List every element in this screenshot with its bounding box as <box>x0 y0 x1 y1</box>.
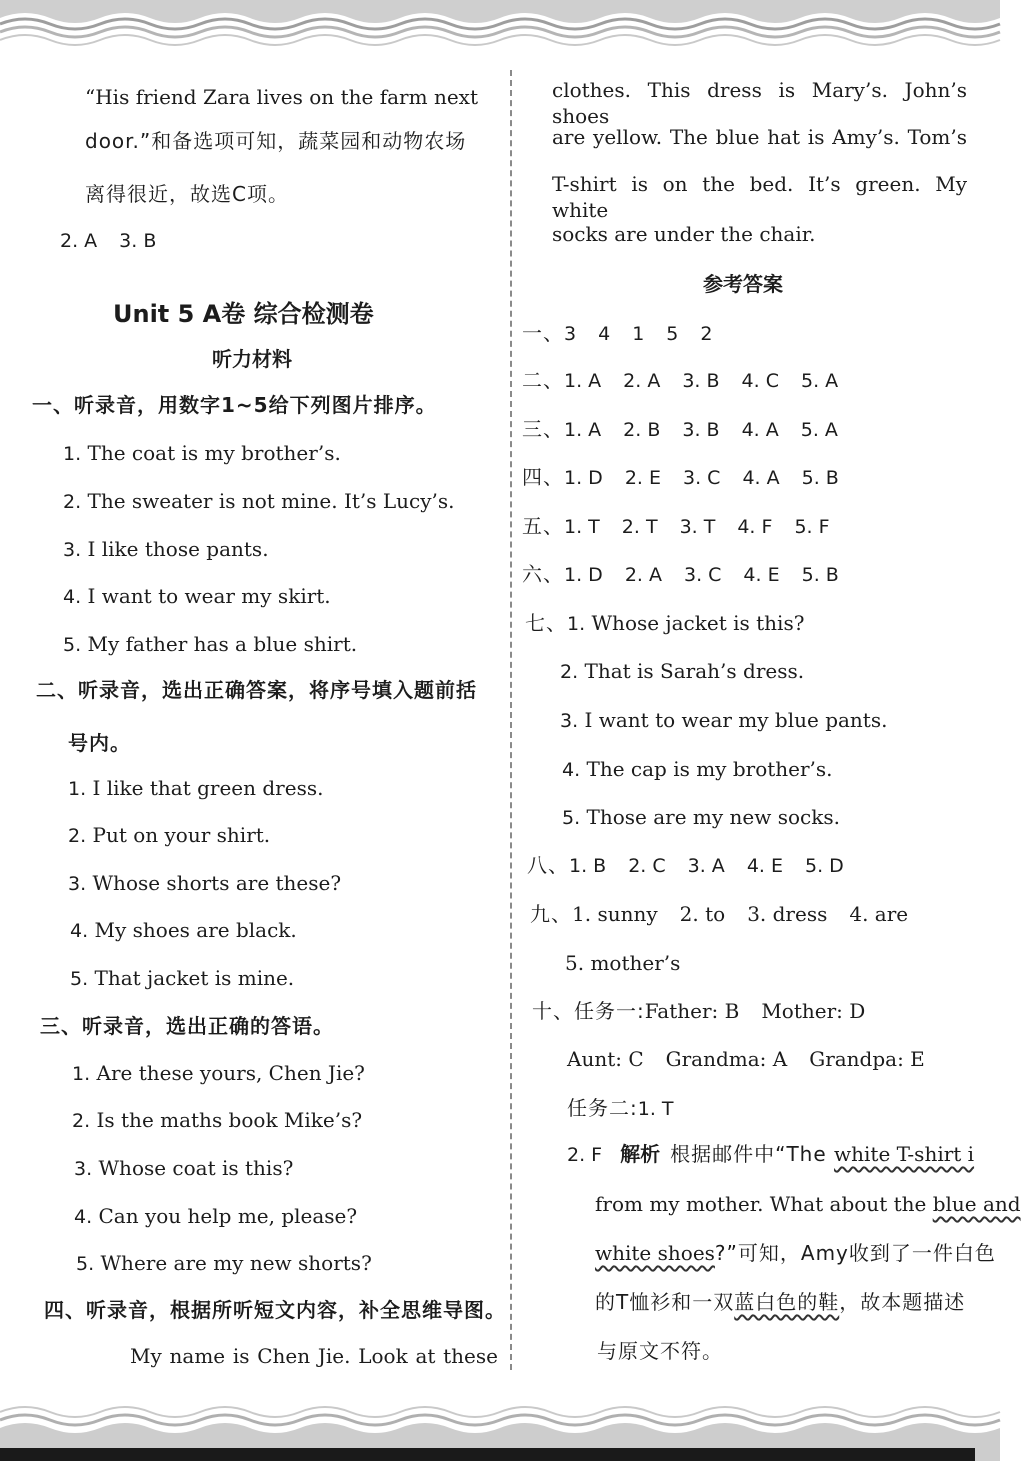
prev-answer-3: 3. B <box>119 230 157 252</box>
answer-row-7-5: 5. Those are my new socks. <box>562 805 840 829</box>
answer-row-7-1: 七、1. Whose jacket is this? <box>525 611 805 635</box>
list-item: 2. Is the maths book Mike’s? <box>72 1108 363 1132</box>
answer-row-10-task2: 任务二:1. T <box>567 1096 674 1120</box>
list-item: 3. Whose coat is this? <box>74 1156 294 1180</box>
passage-line-1: clothes. This dress is Mary’s. John’s shoes <box>552 78 967 128</box>
listening-heading: 听力材料 <box>212 347 292 371</box>
answer-row-7-4: 4. The cap is my brother’s. <box>562 757 833 781</box>
answer-row-7-3: 3. I want to wear my blue pants. <box>560 708 888 732</box>
list-item: 4. My shoes are black. <box>70 918 297 942</box>
section-4-heading: 四、听录音，根据所听短文内容，补全思维导图。 <box>44 1298 506 1322</box>
prev-answers <box>60 228 156 254</box>
answer-row-2: 二、1. A 2. A 3. B 4. C 5. A <box>522 368 839 392</box>
list-item: 3. Whose shorts are these? <box>68 871 342 895</box>
top-wave-border <box>0 0 975 60</box>
passage-line-3: T-shirt is on the bed. It’s green. My white <box>552 172 967 222</box>
answer-row-1: 一、3 4 1 5 2 <box>522 321 713 345</box>
explanation-line-2: from my mother. What about the blue and <box>595 1192 1021 1216</box>
answer-row-10-task1-cont: Aunt: C Grandma: A Grandpa: E <box>567 1047 925 1071</box>
answer-row-8: 八、1. B 2. C 3. A 4. E 5. D <box>527 853 844 877</box>
bottom-wave-border <box>0 1396 975 1461</box>
explanation-line-1: 2. F 解析 根据邮件中“The white T-shirt i <box>567 1142 975 1166</box>
column-divider <box>510 70 512 1370</box>
section-2-heading-cont: 号内。 <box>68 731 131 755</box>
list-item: 2. The sweater is not mine. It’s Lucy’s. <box>63 489 455 513</box>
answer-row-4: 四、1. D 2. E 3. C 4. A 5. B <box>522 465 839 489</box>
prev-explanation-line-2: door.”和备选项可知，蔬菜园和动物农场 <box>85 129 467 153</box>
passage-start: My name is Chen Jie. Look at these <box>130 1344 498 1368</box>
list-item: 5. Where are my new shorts? <box>76 1251 372 1275</box>
list-item: 2. Put on your shirt. <box>68 823 271 847</box>
list-item: 5. That jacket is mine. <box>70 966 295 990</box>
list-item: 3. I like those pants. <box>63 537 269 561</box>
answer-row-6: 六、1. D 2. A 3. C 4. E 5. B <box>522 562 839 586</box>
prev-answer-2: 2. A <box>60 230 98 252</box>
passage-line-2: are yellow. The blue hat is Amy’s. Tom’s <box>552 125 967 149</box>
answer-row-7-2: 2. That is Sarah’s dress. <box>560 659 805 683</box>
passage-line-4: socks are under the chair. <box>552 222 816 246</box>
answer-row-5: 五、1. T 2. T 3. T 4. F 5. F <box>522 514 830 538</box>
answers-heading: 参考答案 <box>703 272 783 296</box>
section-1-heading: 一、听录音，用数字1~5给下列图片排序。 <box>32 393 437 417</box>
answer-row-3: 三、1. A 2. B 3. B 4. A 5. A <box>522 417 838 441</box>
list-item: 1. Are these yours, Chen Jie? <box>72 1061 365 1085</box>
section-2-heading: 二、听录音，选出正确答案，将序号填入题前括 <box>36 678 477 702</box>
explanation-line-4: 的T恤衫和一双蓝白色的鞋，故本题描述 <box>595 1290 966 1314</box>
unit-title: Unit 5 A卷 综合检测卷 <box>113 300 374 328</box>
list-item: 5. My father has a blue shirt. <box>63 632 358 656</box>
list-item: 1. The coat is my brother’s. <box>63 441 341 465</box>
answer-row-9: 九、1. sunny 2. to 3. dress 4. are <box>530 902 909 926</box>
explanation-line-3: white shoes?”可知，Amy收到了一件白色 <box>595 1241 996 1265</box>
list-item: 4. Can you help me, please? <box>74 1204 358 1228</box>
explanation-line-5: 与原文不符。 <box>597 1339 723 1363</box>
prev-explanation-line-3: 离得很近，故选C项。 <box>85 182 289 206</box>
list-item: 1. I like that green dress. <box>68 776 324 800</box>
section-3-heading: 三、听录音，选出正确的答语。 <box>40 1014 334 1038</box>
list-item: 4. I want to wear my skirt. <box>63 584 331 608</box>
prev-explanation-line-1: “His friend Zara lives on the farm next <box>85 85 478 109</box>
answer-row-9-cont: 5. mother’s <box>565 951 681 975</box>
answer-row-10-task1: 十、任务一:Father: B Mother: D <box>532 999 866 1023</box>
